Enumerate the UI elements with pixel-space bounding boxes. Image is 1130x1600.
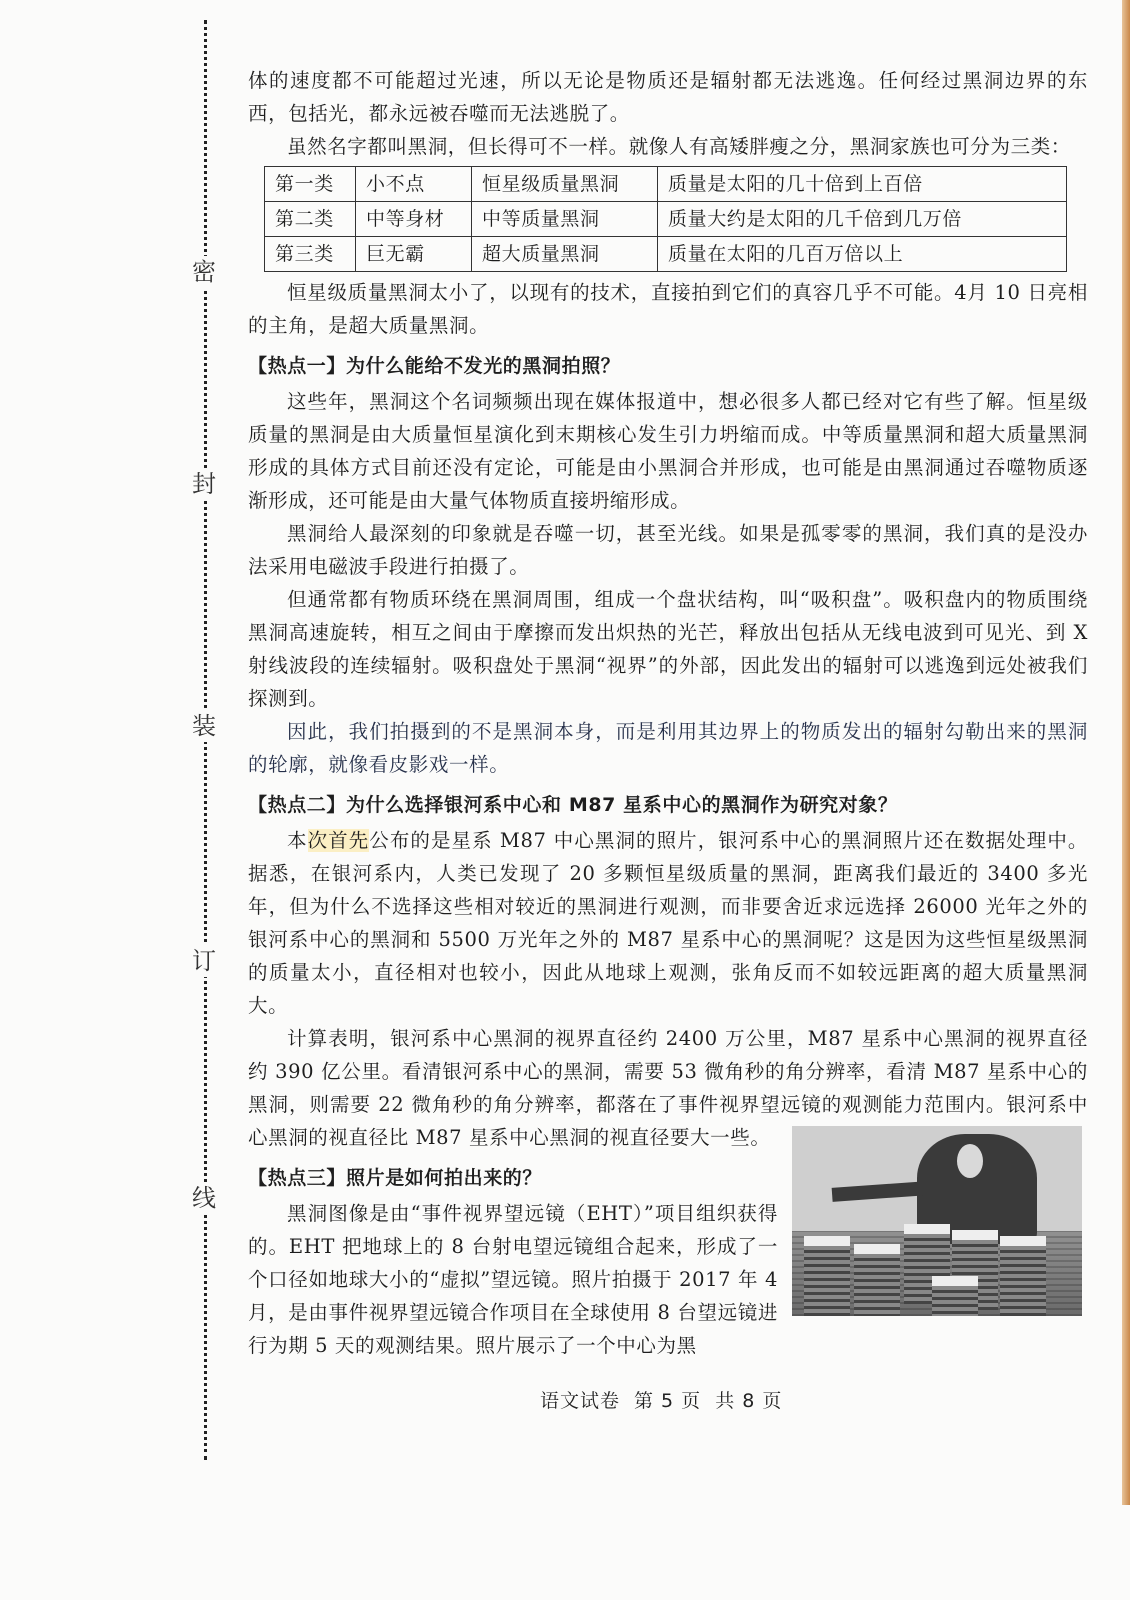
- table-cell: 中等质量黑洞: [472, 202, 658, 237]
- hotspot2-para: [248, 824, 1088, 1022]
- footer-subject: 语文试卷: [540, 1390, 621, 1412]
- photo-drive-stack: [854, 1244, 900, 1316]
- table-cell: 质量在太阳的几百万倍以上: [658, 237, 1067, 272]
- table-cell: 质量是太阳的几十倍到上百倍: [658, 167, 1067, 202]
- text-run: 公布的是星系 M87 中心黑洞的照片，银河系中心的黑洞照片还在数据处理中。据悉，在银河系内，人类已发现了 20 多颗恒星级质量的黑洞，距离我们最近的 3400 多光年，但为什么不选择这些相对较近的黑洞进行观测，而非要舍近求远选择 26000 光年之外的银河系中心的黑洞和 5500 万光年之外的 M87 星系中心的黑洞呢？这是因为这些恒星级黑洞的质量太小，直径相对也较小，因此从地球上观测，张角反而不如较远距离的超大质量黑洞大。: [248, 829, 1088, 1017]
- table-row: [265, 202, 1067, 237]
- hotspot2-para: 计算表明，银河系中心黑洞的视界直径约 2400 万公里，M87 星系中心黑洞的视界直径约 390 亿公里。看清银河系中心的黑洞，需要 53 微角秒的角分辨率，看清 M87 星系中心的黑洞，则需要 22 微角秒的角分辨率，都落在了事件视界望远镜的观测能力范围内。银河系中心黑洞的视直径比 M87 星系中心黑洞的视直径要大一些。: [248, 1027, 1088, 1149]
- page-footer: [540, 1386, 796, 1413]
- hotspot3-heading: 【热点三】照片是如何拍出来的？: [248, 1167, 543, 1189]
- seal-char-mi: 密: [188, 256, 220, 288]
- hotspot1-para: 这些年，黑洞这个名词频频出现在媒体报道中，想必很多人都已经对它有些了解。恒星级质量的黑洞是由大质量恒星演化到末期核心发生引力坍缩而成。中等质量黑洞和超大质量黑洞形成的具体方式目前还没有定论，可能是由小黑洞合并形成，也可能是由黑洞通过吞噬物质逐渐形成，还可能是由大量气体物质直接坍缩形成。: [248, 390, 1088, 512]
- footer-page: 第 5 页: [634, 1390, 702, 1412]
- hotspot1-heading: 【热点一】为什么能给不发光的黑洞拍照？: [248, 355, 621, 377]
- hotspot3-block: [248, 1154, 1088, 1362]
- table-cell: 超大质量黑洞: [472, 237, 658, 272]
- footer-total: 共 8 页: [715, 1390, 783, 1412]
- table-cell: 巨无霸: [356, 237, 472, 272]
- photo-face: [957, 1144, 983, 1178]
- paragraph-intro-end: 体的速度都不可能超过光速，所以无论是物质还是辐射都无法逃逸。任何经过黑洞边界的东西，包括光，都永远被吞噬而无法逃脱了。: [248, 69, 1088, 125]
- photo-drive-stack: [804, 1236, 850, 1316]
- seal-char-zhuang: 装: [188, 710, 220, 742]
- table-cell: 第一类: [265, 167, 356, 202]
- table-cell: 中等身材: [356, 202, 472, 237]
- hotspot1-para: 黑洞给人最深刻的印象就是吞噬一切，甚至光线。如果是孤零零的黑洞，我们真的是没办法采用电磁波手段进行拍摄了。: [248, 522, 1088, 578]
- table-row: [265, 237, 1067, 272]
- table-cell: 第三类: [265, 237, 356, 272]
- paragraph-stellar-too-small: 恒星级质量黑洞太小了，以现有的技术，直接拍到它们的真容几乎不可能。4月 10 日亮相的主角，是超大质量黑洞。: [248, 281, 1088, 337]
- table-row: [265, 167, 1067, 202]
- page-edge: [1122, 0, 1130, 1505]
- text-run: 本: [287, 829, 308, 852]
- hard-drives-photo: [792, 1126, 1082, 1316]
- black-hole-class-table: [264, 166, 1067, 272]
- photo-drive-stack: [932, 1276, 978, 1316]
- hotspot1-para: 因此，我们拍摄到的不是黑洞本身，而是利用其边界上的物质发出的辐射勾勒出来的黑洞的轮廓，就像看皮影戏一样。: [248, 720, 1088, 776]
- seal-char-ding: 订: [188, 945, 220, 977]
- highlighted-text: 次首先: [307, 829, 370, 852]
- photo-drive-stack: [1000, 1236, 1046, 1316]
- binding-margin: [192, 20, 216, 1460]
- exam-content: [248, 64, 1088, 1362]
- hotspot3-para: 黑洞图像是由“事件视界望远镜（EHT）”项目组织获得的。EHT 把地球上的 8 台射电望远镜组合起来，形成了一个口径如地球大小的“虚拟”望远镜。照片拍摄于 2017 年 4 月，是由事件视界望远镜合作项目在全球使用 8 台望远镜进行为期 5 天的观测结果。照片展示了一个中心为黑: [248, 1202, 778, 1357]
- table-cell: 小不点: [356, 167, 472, 202]
- table-cell: 质量大约是太阳的几千倍到几万倍: [658, 202, 1067, 237]
- hotspot2-heading: 【热点二】为什么选择银河系中心和 M87 星系中心的黑洞作为研究对象？: [248, 794, 898, 816]
- seal-char-feng: 封: [188, 468, 220, 500]
- seal-char-xian: 线: [188, 1182, 220, 1214]
- table-cell: 第二类: [265, 202, 356, 237]
- table-cell: 恒星级质量黑洞: [472, 167, 658, 202]
- paragraph-classes-intro: 虽然名字都叫黑洞，但长得可不一样。就像人有高矮胖瘦之分，黑洞家族也可分为三类：: [287, 135, 1071, 158]
- hotspot1-para: 但通常都有物质环绕在黑洞周围，组成一个盘状结构，叫“吸积盘”。吸积盘内的物质围绕黑洞高速旋转，相互之间由于摩擦而发出炽热的光芒，释放出包括从无线电波到可见光、到 X 射线波段的连续辐射。吸积盘处于黑洞“视界”的外部，因此发出的辐射可以逃逸到远处被我们探测到。: [248, 588, 1088, 710]
- hotspot3-text: [248, 1154, 778, 1362]
